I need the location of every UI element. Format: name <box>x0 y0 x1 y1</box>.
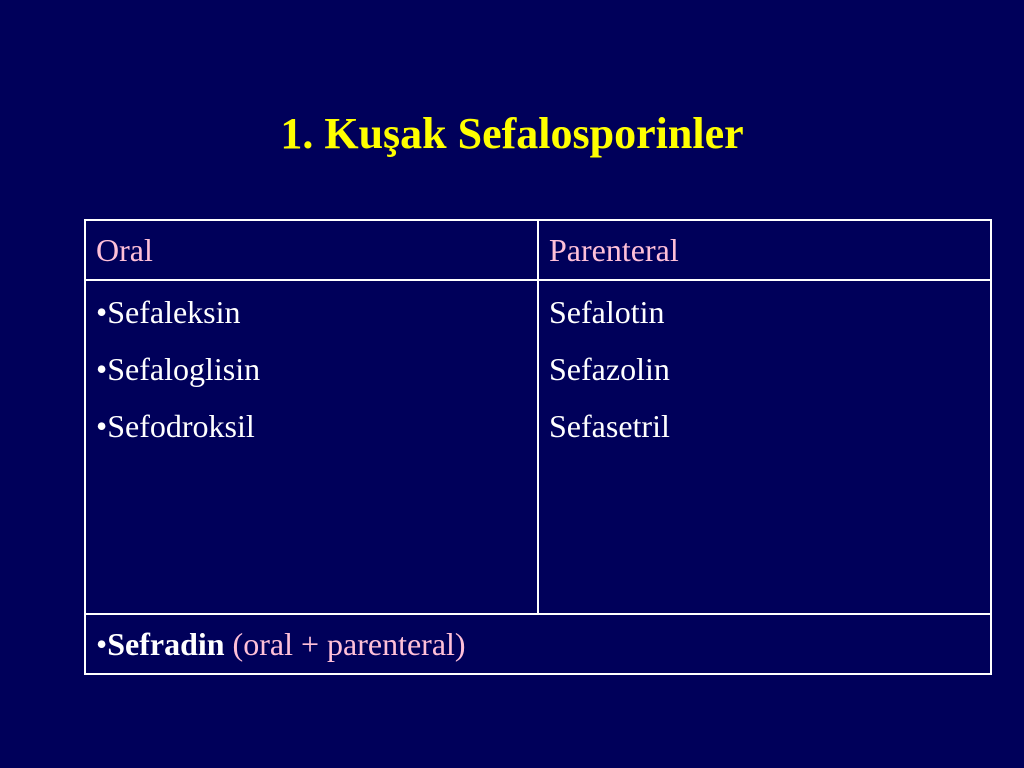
oral-cell <box>85 280 538 614</box>
header-parenteral: Parenteral <box>538 220 991 280</box>
list-item: Sefasetril <box>549 408 670 444</box>
footer-drug-name: Sefradin <box>107 625 225 662</box>
list-item: •Sefaloglisin <box>96 351 261 387</box>
slide-title: 1. Kuşak Sefalosporinler <box>280 109 744 158</box>
list-item: Sefalotin <box>549 294 665 330</box>
list-item: •Sefaleksin <box>96 294 241 330</box>
footer-route-note: (oral + parenteral) <box>224 625 466 662</box>
parenteral-cell <box>538 280 991 614</box>
table-body-row <box>85 280 991 614</box>
drug-table <box>84 219 992 675</box>
footer-bullet: • <box>96 625 108 662</box>
header-oral: Oral <box>85 220 538 280</box>
table-header-row <box>85 220 991 280</box>
footer-cell <box>85 614 991 674</box>
table-footer-row <box>85 614 991 674</box>
list-item: Sefazolin <box>549 351 670 387</box>
list-item: •Sefodroksil <box>96 408 255 444</box>
